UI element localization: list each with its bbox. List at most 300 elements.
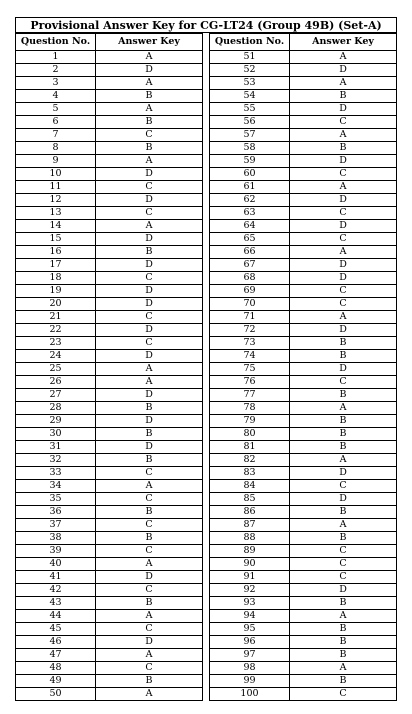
question-number-cell: 56 xyxy=(210,116,290,129)
table-row xyxy=(16,285,203,298)
question-number-cell: 75 xyxy=(210,363,290,376)
answer-cell: D xyxy=(96,441,203,454)
answer-cell: C xyxy=(290,233,397,246)
answer-cell: A xyxy=(96,363,203,376)
table-row xyxy=(210,675,397,688)
answer-cell: B xyxy=(96,116,203,129)
table-row xyxy=(16,77,203,90)
table-row xyxy=(210,233,397,246)
table-row xyxy=(210,51,397,64)
answer-cell: B xyxy=(290,506,397,519)
question-number-cell: 94 xyxy=(210,610,290,623)
question-number-cell: 30 xyxy=(16,428,96,441)
answer-cell: D xyxy=(96,64,203,77)
question-number-cell: 78 xyxy=(210,402,290,415)
table-row xyxy=(210,402,397,415)
question-number-cell: 93 xyxy=(210,597,290,610)
table-row xyxy=(210,337,397,350)
answer-cell: B xyxy=(96,454,203,467)
question-number-cell: 87 xyxy=(210,519,290,532)
table-row xyxy=(210,623,397,636)
table-row xyxy=(210,467,397,480)
question-number-cell: 58 xyxy=(210,142,290,155)
table-row xyxy=(210,519,397,532)
question-number-cell: 81 xyxy=(210,441,290,454)
table-row xyxy=(210,64,397,77)
table-row xyxy=(16,454,203,467)
table-row xyxy=(210,142,397,155)
question-number-cell: 8 xyxy=(16,142,96,155)
question-number-cell: 89 xyxy=(210,545,290,558)
answer-cell: A xyxy=(290,311,397,324)
answer-cell: A xyxy=(96,480,203,493)
answer-cell: B xyxy=(96,402,203,415)
table-row xyxy=(16,506,203,519)
answer-cell: B xyxy=(96,532,203,545)
answer-cell: A xyxy=(96,649,203,662)
table-row xyxy=(16,337,203,350)
table-row xyxy=(16,610,203,623)
answer-cell: B xyxy=(290,142,397,155)
table-row xyxy=(16,597,203,610)
question-number-cell: 34 xyxy=(16,480,96,493)
question-number-cell: 5 xyxy=(16,103,96,116)
answer-cell: B xyxy=(290,441,397,454)
answer-cell: A xyxy=(96,155,203,168)
table-row xyxy=(16,168,203,181)
table-row xyxy=(16,493,203,506)
answer-cell: D xyxy=(96,415,203,428)
table-row xyxy=(16,467,203,480)
question-number-cell: 99 xyxy=(210,675,290,688)
answer-cell: D xyxy=(290,272,397,285)
answer-cell: C xyxy=(96,662,203,675)
question-number-cell: 64 xyxy=(210,220,290,233)
question-number-cell: 44 xyxy=(16,610,96,623)
table-row xyxy=(210,77,397,90)
question-no-header: Question No. xyxy=(16,34,96,51)
table-row xyxy=(210,90,397,103)
question-number-cell: 4 xyxy=(16,90,96,103)
answer-cell: C xyxy=(290,558,397,571)
table-row xyxy=(16,532,203,545)
table-row xyxy=(16,649,203,662)
question-number-cell: 9 xyxy=(16,155,96,168)
question-number-cell: 51 xyxy=(210,51,290,64)
table-row xyxy=(16,623,203,636)
table-row xyxy=(16,233,203,246)
table-row xyxy=(16,220,203,233)
answer-cell: B xyxy=(290,90,397,103)
question-number-cell: 96 xyxy=(210,636,290,649)
question-number-cell: 53 xyxy=(210,77,290,90)
table-row xyxy=(210,168,397,181)
question-number-cell: 95 xyxy=(210,623,290,636)
table-header-row xyxy=(16,34,203,51)
table-row xyxy=(16,558,203,571)
question-number-cell: 84 xyxy=(210,480,290,493)
table-row xyxy=(210,493,397,506)
table-row xyxy=(16,675,203,688)
answer-cell: B xyxy=(290,428,397,441)
answer-table-right xyxy=(209,33,397,701)
question-number-cell: 92 xyxy=(210,584,290,597)
table-row xyxy=(210,454,397,467)
table-row xyxy=(210,285,397,298)
question-number-cell: 38 xyxy=(16,532,96,545)
answer-cell: C xyxy=(290,688,397,701)
table-row xyxy=(16,441,203,454)
answer-cell: C xyxy=(96,584,203,597)
question-number-cell: 1 xyxy=(16,51,96,64)
answer-cell: B xyxy=(96,506,203,519)
answer-cell: A xyxy=(96,220,203,233)
table-row xyxy=(16,363,203,376)
table-row xyxy=(210,181,397,194)
question-number-cell: 71 xyxy=(210,311,290,324)
table-row xyxy=(16,246,203,259)
answer-cell: C xyxy=(96,545,203,558)
question-number-cell: 80 xyxy=(210,428,290,441)
question-number-cell: 48 xyxy=(16,662,96,675)
question-number-cell: 41 xyxy=(16,571,96,584)
question-number-cell: 98 xyxy=(210,662,290,675)
answer-cell: B xyxy=(96,90,203,103)
table-row xyxy=(16,688,203,701)
answer-cell: C xyxy=(290,285,397,298)
answer-cell: D xyxy=(290,324,397,337)
answer-cell: D xyxy=(290,467,397,480)
table-row xyxy=(16,272,203,285)
table-row xyxy=(16,90,203,103)
answer-key-header: Answer Key xyxy=(290,34,397,51)
answer-cell: D xyxy=(290,155,397,168)
answer-cell: C xyxy=(290,168,397,181)
question-number-cell: 11 xyxy=(16,181,96,194)
answer-cell: A xyxy=(96,77,203,90)
table-row xyxy=(210,545,397,558)
question-number-cell: 66 xyxy=(210,246,290,259)
question-number-cell: 33 xyxy=(16,467,96,480)
question-number-cell: 88 xyxy=(210,532,290,545)
answer-cell: D xyxy=(96,571,203,584)
answer-cell: D xyxy=(96,324,203,337)
table-row xyxy=(16,636,203,649)
question-number-cell: 35 xyxy=(16,493,96,506)
table-row xyxy=(16,311,203,324)
question-number-cell: 85 xyxy=(210,493,290,506)
right-table-body xyxy=(210,51,397,701)
table-row xyxy=(210,129,397,142)
question-number-cell: 28 xyxy=(16,402,96,415)
answer-cell: C xyxy=(290,545,397,558)
answer-cell: C xyxy=(290,571,397,584)
question-number-cell: 61 xyxy=(210,181,290,194)
question-number-cell: 70 xyxy=(210,298,290,311)
answer-cell: A xyxy=(96,688,203,701)
table-row xyxy=(16,116,203,129)
question-number-cell: 59 xyxy=(210,155,290,168)
question-number-cell: 74 xyxy=(210,350,290,363)
answer-cell: B xyxy=(96,597,203,610)
table-row xyxy=(210,350,397,363)
answer-cell: B xyxy=(290,415,397,428)
table-row xyxy=(16,402,203,415)
answer-cell: A xyxy=(290,181,397,194)
table-row xyxy=(210,155,397,168)
table-row xyxy=(16,480,203,493)
table-row xyxy=(210,584,397,597)
question-number-cell: 91 xyxy=(210,571,290,584)
table-row xyxy=(210,480,397,493)
answer-cell: D xyxy=(96,389,203,402)
question-number-cell: 6 xyxy=(16,116,96,129)
answer-cell: B xyxy=(96,246,203,259)
question-number-cell: 79 xyxy=(210,415,290,428)
question-number-cell: 19 xyxy=(16,285,96,298)
table-row xyxy=(210,571,397,584)
question-number-cell: 43 xyxy=(16,597,96,610)
table-row xyxy=(210,116,397,129)
answer-cell: D xyxy=(290,194,397,207)
document-title: Provisional Answer Key for CG-LT24 (Group 49B) (Set-A) xyxy=(15,17,397,33)
question-number-cell: 69 xyxy=(210,285,290,298)
question-number-cell: 22 xyxy=(16,324,96,337)
question-number-cell: 49 xyxy=(16,675,96,688)
question-number-cell: 54 xyxy=(210,90,290,103)
table-row xyxy=(210,311,397,324)
question-number-cell: 55 xyxy=(210,103,290,116)
table-row xyxy=(16,545,203,558)
question-number-cell: 17 xyxy=(16,259,96,272)
answer-cell: B xyxy=(290,532,397,545)
question-number-cell: 26 xyxy=(16,376,96,389)
answer-cell: D xyxy=(96,350,203,363)
answer-cell: D xyxy=(96,298,203,311)
question-number-cell: 23 xyxy=(16,337,96,350)
table-row xyxy=(210,558,397,571)
question-number-cell: 24 xyxy=(16,350,96,363)
question-number-cell: 86 xyxy=(210,506,290,519)
table-row xyxy=(16,584,203,597)
table-row xyxy=(210,220,397,233)
question-number-cell: 3 xyxy=(16,77,96,90)
table-row xyxy=(210,363,397,376)
table-row xyxy=(16,662,203,675)
table-row xyxy=(210,259,397,272)
question-number-cell: 72 xyxy=(210,324,290,337)
table-row xyxy=(16,259,203,272)
question-number-cell: 68 xyxy=(210,272,290,285)
answer-cell: B xyxy=(290,597,397,610)
question-number-cell: 25 xyxy=(16,363,96,376)
answer-cell: C xyxy=(96,311,203,324)
table-row xyxy=(210,532,397,545)
answer-cell: A xyxy=(290,129,397,142)
answer-cell: D xyxy=(290,259,397,272)
answer-cell: D xyxy=(290,220,397,233)
answer-cell: C xyxy=(290,480,397,493)
answer-cell: D xyxy=(96,259,203,272)
table-row xyxy=(16,571,203,584)
question-number-cell: 73 xyxy=(210,337,290,350)
table-row xyxy=(16,155,203,168)
table-row xyxy=(210,688,397,701)
answer-cell: C xyxy=(290,298,397,311)
table-row xyxy=(16,181,203,194)
question-number-cell: 62 xyxy=(210,194,290,207)
table-row xyxy=(210,415,397,428)
answer-cell: B xyxy=(290,389,397,402)
question-number-cell: 20 xyxy=(16,298,96,311)
answer-cell: A xyxy=(290,519,397,532)
question-number-cell: 13 xyxy=(16,207,96,220)
answer-cell: A xyxy=(290,246,397,259)
answer-cell: D xyxy=(96,285,203,298)
question-number-cell: 60 xyxy=(210,168,290,181)
answer-cell: C xyxy=(290,207,397,220)
table-row xyxy=(16,376,203,389)
answer-cell: C xyxy=(96,519,203,532)
table-row xyxy=(210,597,397,610)
question-number-cell: 32 xyxy=(16,454,96,467)
table-row xyxy=(16,194,203,207)
answer-cell: D xyxy=(290,363,397,376)
question-number-cell: 37 xyxy=(16,519,96,532)
question-number-cell: 15 xyxy=(16,233,96,246)
answer-cell: B xyxy=(96,675,203,688)
answer-cell: D xyxy=(96,636,203,649)
answer-cell: A xyxy=(290,610,397,623)
question-number-cell: 57 xyxy=(210,129,290,142)
table-row xyxy=(210,246,397,259)
question-number-cell: 63 xyxy=(210,207,290,220)
answer-cell: B xyxy=(96,142,203,155)
question-number-cell: 77 xyxy=(210,389,290,402)
question-number-cell: 36 xyxy=(16,506,96,519)
table-header-row xyxy=(210,34,397,51)
question-number-cell: 40 xyxy=(16,558,96,571)
answer-cell: A xyxy=(290,662,397,675)
answer-cell: C xyxy=(96,467,203,480)
table-row xyxy=(16,428,203,441)
table-row xyxy=(16,207,203,220)
answer-cell: D xyxy=(96,168,203,181)
question-number-cell: 90 xyxy=(210,558,290,571)
answer-cell: A xyxy=(290,402,397,415)
table-row xyxy=(210,506,397,519)
answer-cell: B xyxy=(96,428,203,441)
table-row xyxy=(210,649,397,662)
question-number-cell: 39 xyxy=(16,545,96,558)
table-row xyxy=(16,519,203,532)
question-number-cell: 12 xyxy=(16,194,96,207)
table-row xyxy=(16,389,203,402)
question-number-cell: 46 xyxy=(16,636,96,649)
question-number-cell: 45 xyxy=(16,623,96,636)
question-number-cell: 31 xyxy=(16,441,96,454)
table-row xyxy=(16,350,203,363)
table-row xyxy=(16,298,203,311)
table-row xyxy=(210,662,397,675)
answer-cell: A xyxy=(290,51,397,64)
table-row xyxy=(210,428,397,441)
question-number-cell: 7 xyxy=(16,129,96,142)
answer-cell: A xyxy=(96,376,203,389)
answer-cell: A xyxy=(290,77,397,90)
table-row xyxy=(16,129,203,142)
answer-cell: D xyxy=(290,584,397,597)
table-row xyxy=(210,636,397,649)
answer-cell: C xyxy=(290,116,397,129)
answer-cell: B xyxy=(290,649,397,662)
table-row xyxy=(16,142,203,155)
table-row xyxy=(210,272,397,285)
table-row xyxy=(210,610,397,623)
answer-cell: B xyxy=(290,623,397,636)
answer-cell: B xyxy=(290,675,397,688)
answer-tables xyxy=(15,33,397,701)
question-number-cell: 10 xyxy=(16,168,96,181)
answer-cell: C xyxy=(96,181,203,194)
question-number-cell: 14 xyxy=(16,220,96,233)
table-row xyxy=(210,194,397,207)
answer-cell: C xyxy=(96,272,203,285)
table-row xyxy=(16,51,203,64)
answer-key-document xyxy=(15,17,397,701)
answer-cell: A xyxy=(96,51,203,64)
table-row xyxy=(210,103,397,116)
answer-cell: A xyxy=(290,454,397,467)
question-number-cell: 100 xyxy=(210,688,290,701)
question-number-cell: 76 xyxy=(210,376,290,389)
question-number-cell: 52 xyxy=(210,64,290,77)
answer-cell: C xyxy=(96,337,203,350)
answer-cell: D xyxy=(290,64,397,77)
answer-cell: D xyxy=(290,103,397,116)
answer-cell: D xyxy=(96,233,203,246)
answer-cell: B xyxy=(290,350,397,363)
answer-cell: B xyxy=(290,636,397,649)
answer-cell: A xyxy=(96,558,203,571)
question-number-cell: 29 xyxy=(16,415,96,428)
answer-key-header: Answer Key xyxy=(96,34,203,51)
table-row xyxy=(16,324,203,337)
table-row xyxy=(210,441,397,454)
question-number-cell: 18 xyxy=(16,272,96,285)
table-row xyxy=(210,324,397,337)
answer-cell: B xyxy=(290,337,397,350)
answer-cell: C xyxy=(96,129,203,142)
table-row xyxy=(210,207,397,220)
answer-cell: D xyxy=(96,194,203,207)
question-number-cell: 83 xyxy=(210,467,290,480)
question-no-header: Question No. xyxy=(210,34,290,51)
left-table-body xyxy=(16,51,203,701)
answer-cell: C xyxy=(96,493,203,506)
question-number-cell: 97 xyxy=(210,649,290,662)
answer-cell: C xyxy=(96,207,203,220)
answer-cell: A xyxy=(96,103,203,116)
question-number-cell: 82 xyxy=(210,454,290,467)
question-number-cell: 27 xyxy=(16,389,96,402)
table-row xyxy=(16,415,203,428)
answer-cell: D xyxy=(290,493,397,506)
question-number-cell: 47 xyxy=(16,649,96,662)
table-row xyxy=(16,103,203,116)
answer-cell: A xyxy=(96,610,203,623)
question-number-cell: 50 xyxy=(16,688,96,701)
